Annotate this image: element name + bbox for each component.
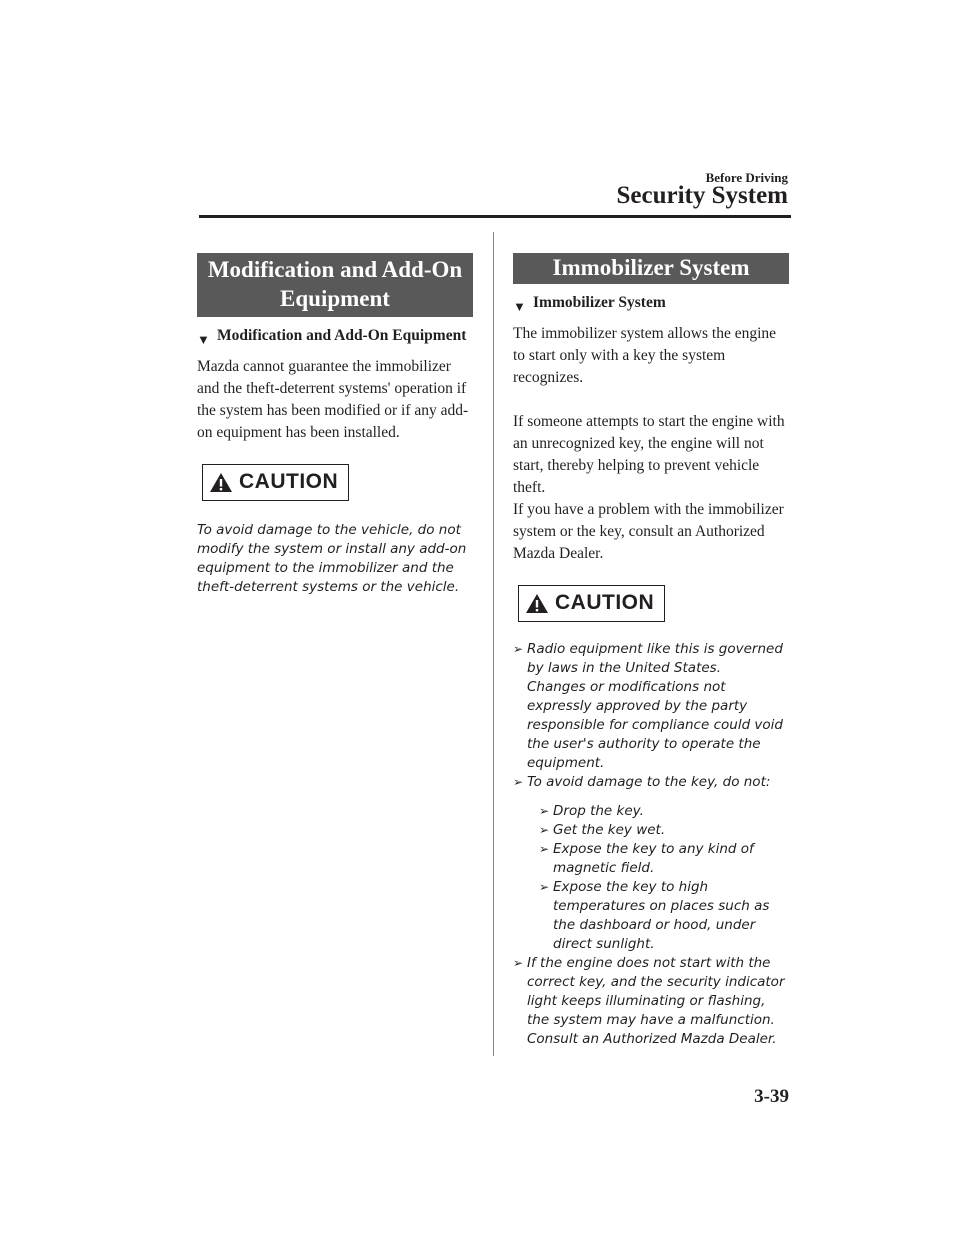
arrow-right-icon: ➢ <box>513 775 524 789</box>
modification-paragraph: Mazda cannot guarantee the immobilizer and the theft-deterrent systems' operation if the system has been modified or if any add-on equipment has been installed. <box>197 358 469 441</box>
arrow-right-icon: ➢ <box>539 804 550 818</box>
arrow-right-icon: ➢ <box>539 823 550 837</box>
bullet-text: Radio equipment like this is governed by laws in the United States. <box>527 641 783 676</box>
immobilizer-banner: Immobilizer System <box>513 253 789 284</box>
header-rule <box>199 215 791 218</box>
immobilizer-paragraph-1: The immobilizer system allows the engine to start only with a key the system recognizes. <box>513 325 777 386</box>
section-title: Security System <box>616 182 788 209</box>
sub-bullet-text: Drop the key. <box>553 803 644 819</box>
chapter-title: Before Driving <box>705 170 788 185</box>
list-item <box>513 954 789 1049</box>
modification-subhead-text: Modification and Add-On Equipment <box>217 327 467 344</box>
triangle-down-icon: ▼ <box>513 299 526 314</box>
bullet-text: Changes or modifications not expressly approved by the party responsible for compliance could void the user's authority to operate the equipment. <box>527 679 783 771</box>
modification-subhead <box>197 326 473 346</box>
page-number: 3-39 <box>754 1086 789 1107</box>
immobilizer-subhead <box>513 293 789 313</box>
list-item <box>539 821 789 840</box>
modification-banner: Modification and Add-On Equipment <box>197 253 473 317</box>
caution-box <box>202 464 349 501</box>
arrow-right-icon: ➢ <box>513 642 524 656</box>
sub-bullet-text: Expose the key to any kind of magnetic field. <box>553 841 754 876</box>
warning-icon <box>525 593 549 614</box>
warning-icon <box>209 472 233 493</box>
column-divider <box>493 232 494 1056</box>
list-item <box>513 773 789 954</box>
bullet-text: To avoid damage to the key, do not: <box>527 774 771 790</box>
list-item <box>513 640 789 773</box>
caution-box <box>518 585 665 622</box>
list-item <box>539 802 789 821</box>
triangle-down-icon: ▼ <box>197 332 210 347</box>
immobilizer-subhead-text: Immobilizer System <box>533 294 666 311</box>
list-item <box>539 878 789 954</box>
sub-bullet-list <box>527 802 789 954</box>
arrow-right-icon: ➢ <box>513 956 524 970</box>
sub-bullet-text: Expose the key to high temperatures on places such as the dashboard or hood, under direct sunlight. <box>553 879 770 952</box>
immobilizer-paragraph-3: If you have a problem with the immobilizer system or the key, consult an Authorized Mazda Dealer. <box>513 501 784 562</box>
list-item <box>539 840 789 878</box>
arrow-right-icon: ➢ <box>539 842 550 856</box>
caution-label: CAUTION <box>555 591 655 614</box>
immobilizer-paragraph-2: If someone attempts to start the engine with an unrecognized key, the engine will not start, thereby helping to prevent vehicle theft. <box>513 413 785 496</box>
right-column <box>513 253 789 1049</box>
left-column <box>197 253 473 597</box>
caution-label: CAUTION <box>239 470 339 493</box>
bullet-text: If the engine does not start with the correct key, and the security indicator light keeps illuminating or flashing, the system may have a malfunction. Consult an Authorized Mazda Dealer. <box>527 955 785 1047</box>
sub-bullet-text: Get the key wet. <box>553 822 666 838</box>
arrow-right-icon: ➢ <box>539 880 550 894</box>
caution-text: To avoid damage to the vehicle, do not modify the system or install any add-on equipment to the immobilizer and the theft-deterrent systems or the vehicle. <box>197 522 467 595</box>
caution-bullet-list <box>513 640 789 1049</box>
